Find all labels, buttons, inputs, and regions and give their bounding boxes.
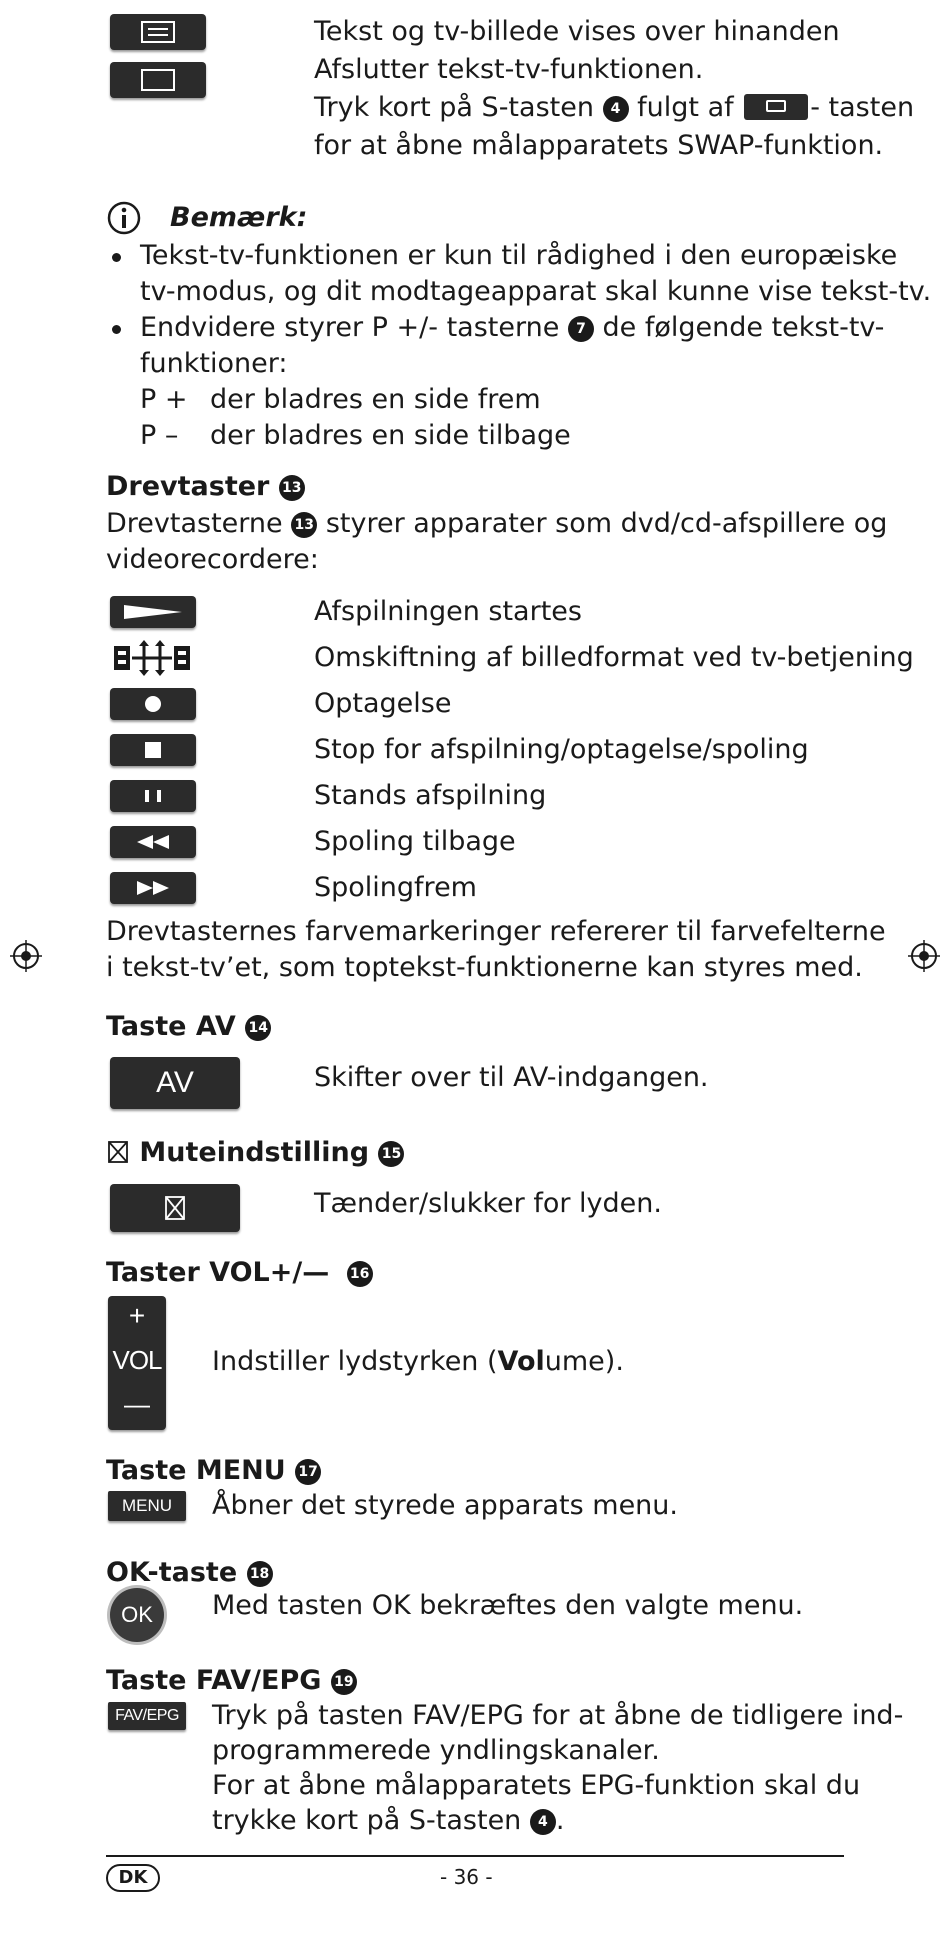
- ref-number: 4: [530, 1809, 556, 1835]
- fav-text-l4-pre: trykke kort på S-tasten: [212, 1805, 522, 1836]
- vol-key: [108, 1296, 166, 1430]
- av-key: [110, 1057, 240, 1109]
- vol-down-label: —: [124, 1389, 150, 1419]
- teletext-mix-key: [110, 14, 206, 50]
- drive-row-text: Stands afspilning: [314, 780, 547, 811]
- ref-number: 15: [378, 1141, 404, 1167]
- swap-instruction-l2: for at åbne målapparatets SWAP-funktion.: [314, 130, 884, 161]
- teletext-exit-key: [110, 62, 206, 98]
- vol-text-pre: Indstiller lydstyrken (: [212, 1346, 498, 1377]
- pause-icon: [142, 786, 164, 806]
- mute-heading: [106, 1136, 404, 1170]
- play-icon: [118, 602, 188, 622]
- fav-text-l4: [212, 1803, 564, 1839]
- stop-icon: [143, 740, 163, 760]
- teletext-exit-text: Afslutter tekst-tv-funktionen.: [314, 54, 704, 85]
- menu-heading-label: Taste MENU: [106, 1455, 286, 1486]
- note-bullet2-l2: funktioner:: [140, 348, 288, 379]
- stop-key: [110, 734, 196, 766]
- vol-text-post: ume).: [544, 1346, 624, 1377]
- drive-row-text: Spolingfrem: [314, 872, 477, 903]
- bullet: [112, 253, 121, 262]
- record-icon: [143, 694, 163, 714]
- fast-forward-key: [110, 872, 196, 904]
- ok-heading: [106, 1556, 273, 1590]
- swap-instruction-pre: Tryk kort på S-tasten: [314, 92, 594, 123]
- registration-mark-icon: [908, 940, 940, 972]
- tv-screen-icon: [140, 68, 176, 92]
- mute-icon: [106, 1139, 130, 1165]
- fav-text-l3: For at åbne målapparatets EPG-funktion skal du: [212, 1770, 861, 1801]
- fast-forward-icon: [133, 878, 173, 898]
- fav-heading-label: Taste FAV/EPG: [106, 1665, 322, 1696]
- footer-rule: [106, 1855, 844, 1857]
- teletext-mix-icon: [140, 20, 176, 44]
- note-bullet2-l1: [140, 310, 884, 346]
- drive-footer-l1: Drevtasternes farvemarkeringer refererer til farvefelterne: [106, 916, 886, 947]
- vol-up-label: +: [128, 1300, 146, 1331]
- vol-text-bold: Vol: [497, 1346, 545, 1377]
- ok-heading-label: OK-taste: [106, 1557, 238, 1588]
- country-code: DK: [118, 1867, 148, 1888]
- menu-text: Åbner det styrede apparats menu.: [212, 1490, 678, 1521]
- ref-number: 16: [347, 1261, 373, 1287]
- info-icon: [106, 200, 142, 236]
- drive-footer-l2: i tekst-tv’et, som toptekst-funktionerne kan styres med.: [106, 952, 863, 983]
- p-minus-key: P –: [140, 420, 179, 451]
- picture-format-key: [112, 640, 192, 676]
- ref-number: 17: [295, 1459, 321, 1485]
- mute-text: Tænder/slukker for lyden.: [314, 1188, 662, 1219]
- rewind-icon: [133, 832, 173, 852]
- drive-row-text: Omskiftning af billedformat ved tv-betjening: [314, 642, 914, 673]
- fav-text-l2: programmerede yndlingskanaler.: [212, 1735, 660, 1766]
- ref-number: 13: [279, 475, 305, 501]
- fav-heading: [106, 1664, 357, 1698]
- record-key: [110, 688, 196, 720]
- ref-number: 18: [247, 1561, 273, 1587]
- drive-intro-post: styrer apparater som dvd/cd-afspillere og: [325, 508, 888, 539]
- ok-text: Med tasten OK bekræftes den valgte menu.: [212, 1590, 804, 1621]
- p-plus-text: der bladres en side frem: [210, 384, 541, 415]
- vol-key-label: VOL: [112, 1345, 162, 1375]
- p-plus-key: P +: [140, 384, 188, 415]
- drive-row-text: Spoling tilbage: [314, 826, 516, 857]
- drive-heading-label: Drevtaster: [106, 471, 270, 502]
- av-key-label: AV: [156, 1066, 194, 1099]
- bullet: [112, 325, 121, 334]
- rewind-key: [110, 826, 196, 858]
- fav-text-l1: Tryk på tasten FAV/EPG for at åbne de tidligere ind-: [212, 1700, 904, 1731]
- teletext-mix-text: Tekst og tv-billede vises over hinanden: [314, 16, 840, 47]
- ref-number: 13: [291, 512, 317, 538]
- swap-instruction-post: - tasten: [810, 92, 915, 123]
- country-badge: [106, 1864, 160, 1892]
- registration-mark-icon: [10, 940, 42, 972]
- ref-number: 4: [603, 96, 629, 122]
- mute-key: [110, 1184, 240, 1232]
- fav-epg-key-label: FAV/EPG: [115, 1707, 179, 1724]
- vol-heading: [106, 1256, 373, 1290]
- menu-key-label: MENU: [121, 1496, 173, 1515]
- ok-key: [110, 1588, 164, 1642]
- p-minus-text: der bladres en side tilbage: [210, 420, 571, 451]
- ref-number: 7: [568, 316, 594, 342]
- swap-instruction-mid: fulgt af: [637, 92, 734, 123]
- ref-number: 14: [245, 1015, 271, 1041]
- pause-key: [110, 780, 196, 812]
- av-text: Skifter over til AV-indgangen.: [314, 1062, 709, 1093]
- mute-icon: [162, 1193, 188, 1223]
- note-bullet2-pre: Endvidere styrer P +/- tasterne: [140, 312, 560, 343]
- menu-heading: [106, 1454, 321, 1488]
- page-number: - 36 -: [440, 1865, 493, 1889]
- ref-number: 19: [331, 1669, 357, 1695]
- drive-intro-l2: videorecordere:: [106, 544, 319, 575]
- mute-heading-label: Muteindstilling: [139, 1137, 370, 1168]
- menu-key: [108, 1491, 186, 1521]
- note-bullet1-l1: Tekst-tv-funktionen er kun til rådighed i den europæiske: [140, 240, 898, 271]
- fav-text-l4-post: .: [555, 1805, 565, 1836]
- fav-epg-key: [108, 1702, 186, 1730]
- drive-intro-pre: Drevtasterne: [106, 508, 283, 539]
- drive-row-text: Afspilningen startes: [314, 596, 582, 627]
- swap-instruction: [314, 90, 914, 126]
- drive-heading: [106, 470, 305, 504]
- vol-text: [212, 1344, 624, 1380]
- drive-intro: [106, 506, 887, 542]
- note-bullet1-l2: tv-modus, og dit modtageapparat skal kunne vise tekst-tv.: [140, 276, 932, 307]
- av-heading-label: Taste AV: [106, 1011, 236, 1042]
- drive-row-text: Optagelse: [314, 688, 452, 719]
- ok-key-label: OK: [121, 1602, 153, 1627]
- drive-row-text: Stop for afspilning/optagelse/spoling: [314, 734, 809, 765]
- play-key: [110, 596, 196, 628]
- note-title: Bemærk:: [170, 202, 308, 233]
- inline-tv-key-icon: [744, 94, 808, 120]
- vol-heading-label: Taster VOL+/—: [106, 1257, 330, 1288]
- picture-format-icon: [112, 640, 192, 676]
- note-bullet2-post: de følgende tekst-tv-: [602, 312, 885, 343]
- av-heading: [106, 1010, 271, 1044]
